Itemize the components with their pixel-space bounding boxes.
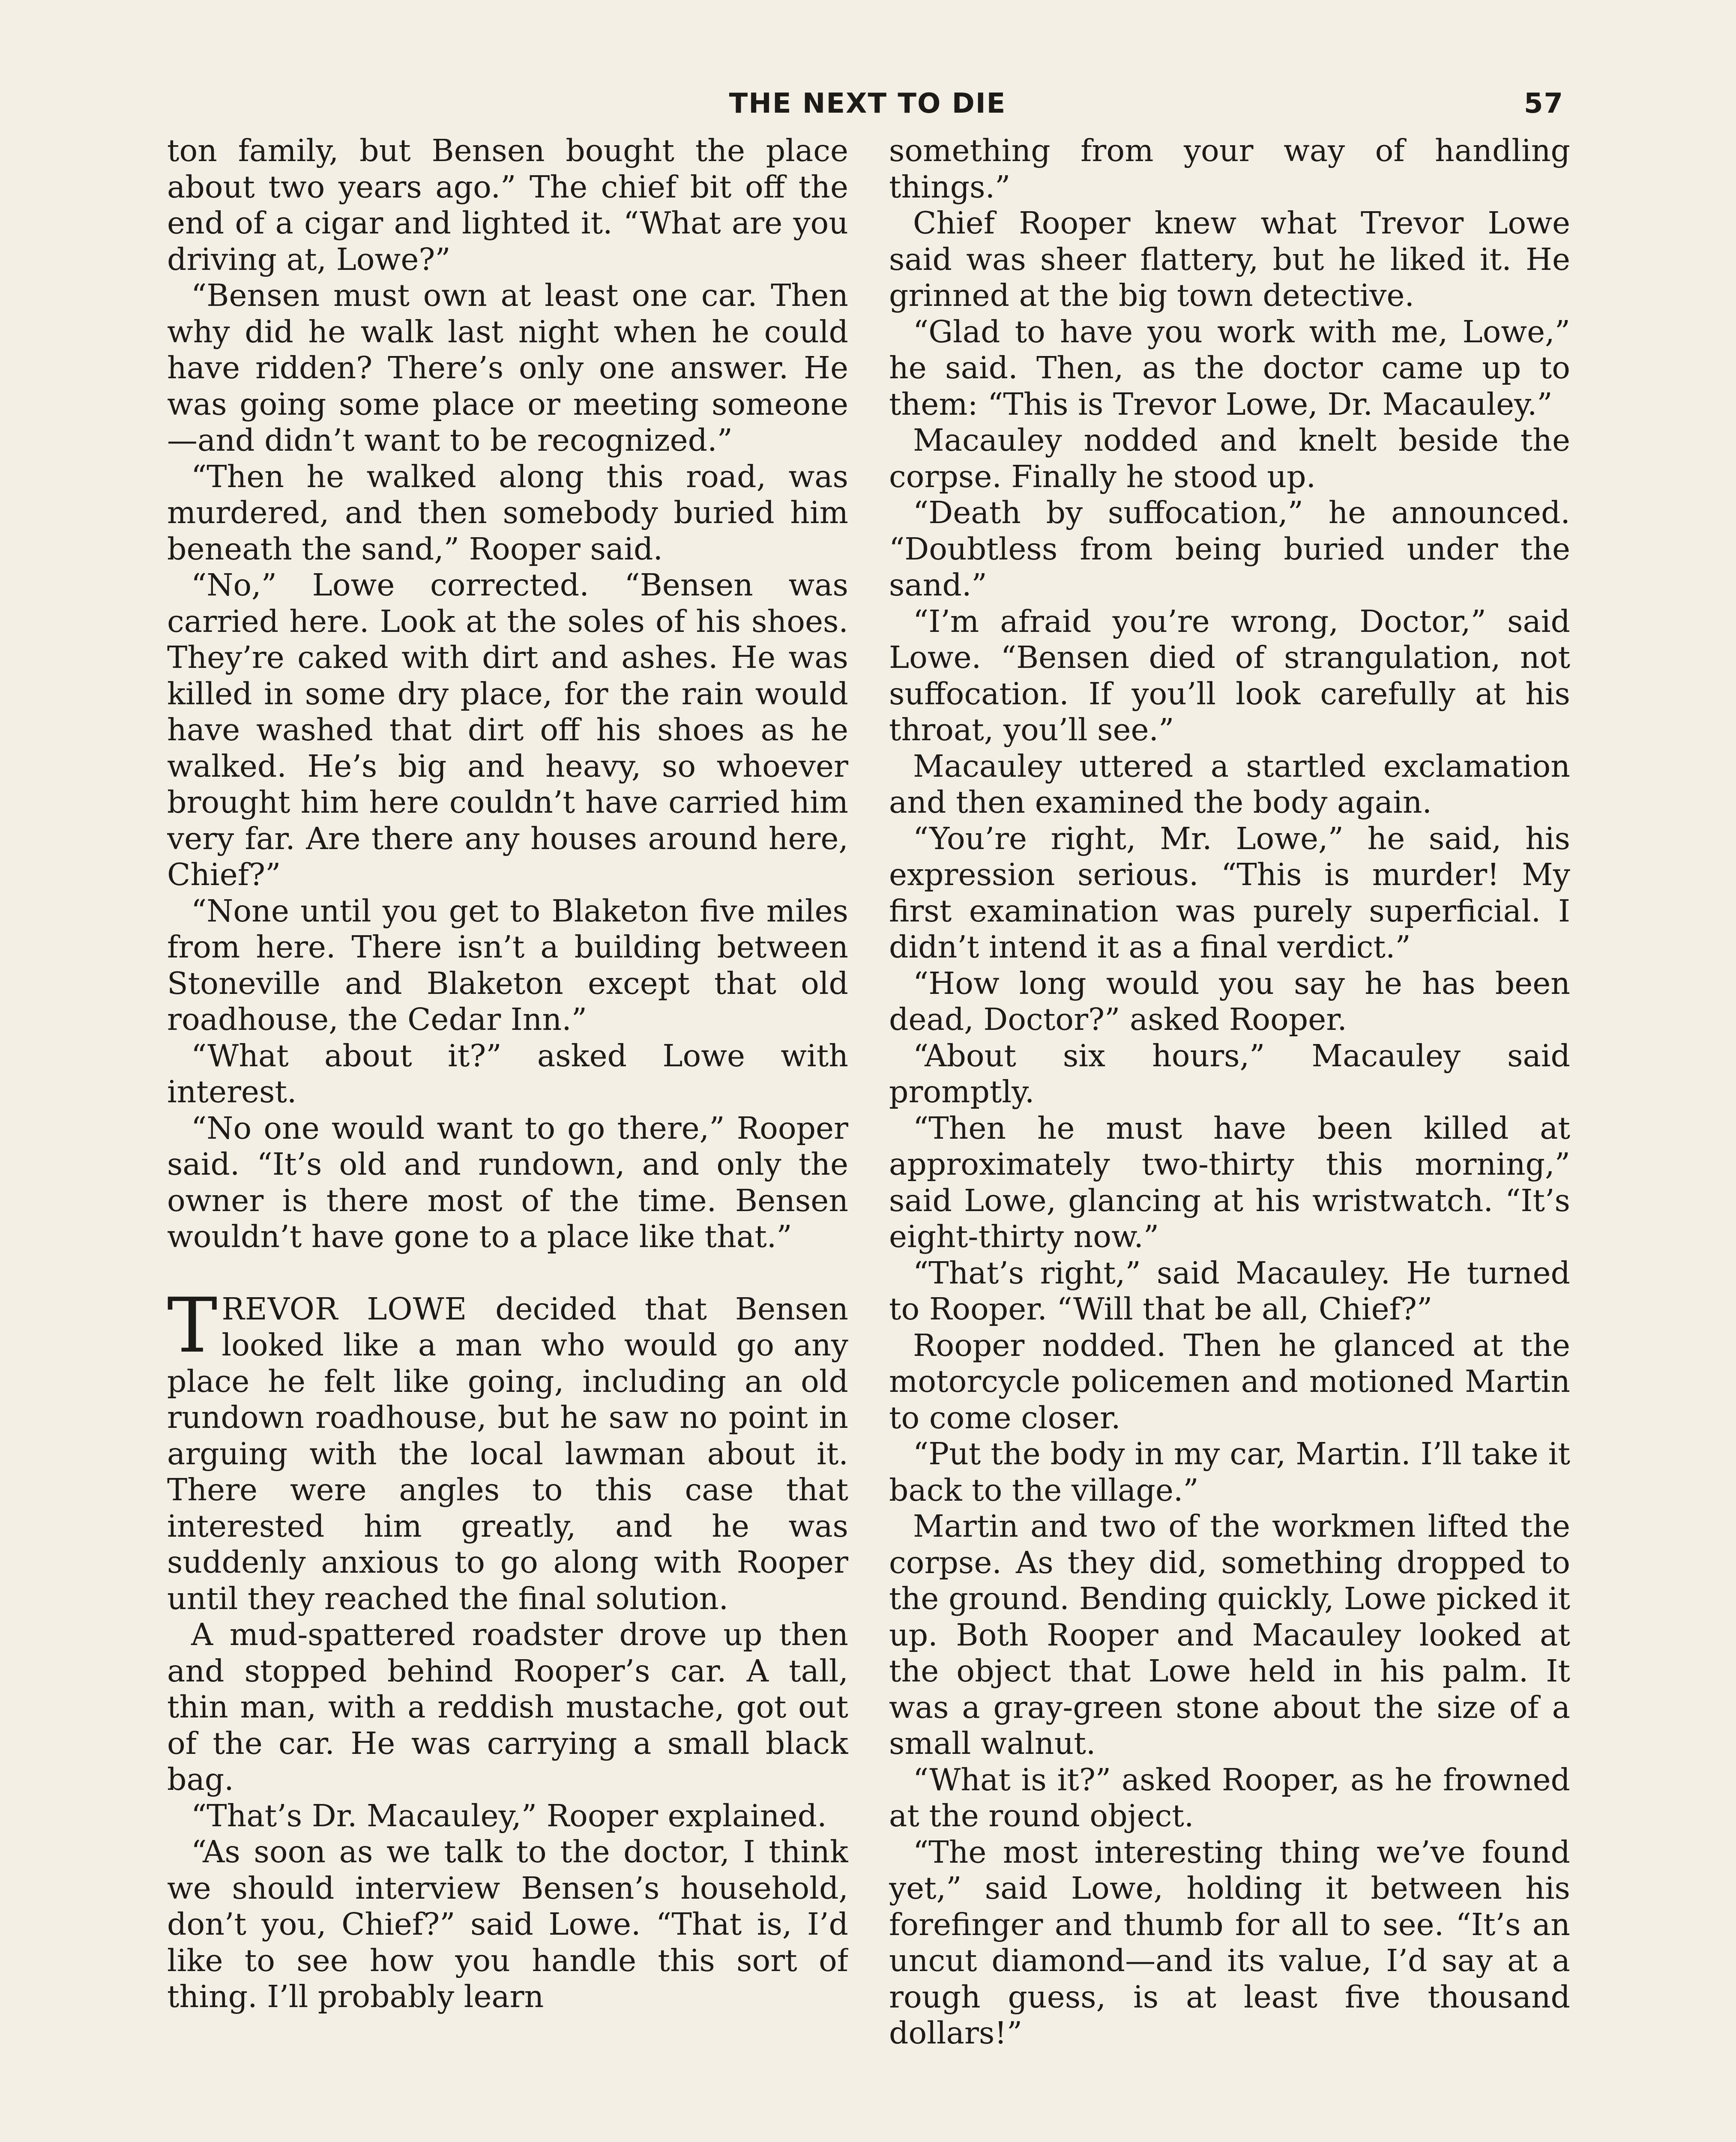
dropcap-paragraph [167,1281,848,1617]
paragraph: Rooper nodded. Then he glanced at the motorcycle policemen and motioned Martin to come closer. [889,1327,1570,1436]
paragraph: “Then he walked along this road, was murdered, and then somebody buried him beneath the sand,” Rooper said. [167,458,848,567]
paragraph: “Glad to have you work with me, Lowe,” he said. Then, as the doctor came up to them: “This is Trevor Lowe, Dr. Macauley.” [889,314,1570,422]
paragraph: “Put the body in my car, Martin. I’ll take it back to the village.” [889,1436,1570,1508]
paragraph-text: decided that Bensen looked like a man who would go any place he felt like going, including an old rundown roadhouse, but he saw no point in arguing with the local lawman about it. There were angles to this case that interested him greatly, and he was suddenly anxious to go along with Rooper until they reached the final solution. [167,1291,848,1616]
paragraph: “As soon as we talk to the doctor, I think we should interview Bensen’s household, don’t you, Chief?” said Lowe. “That is, I’d like to see how you handle this sort of thing. I’ll probably learn [167,1834,848,2014]
lead-in-text: REVOR LOWE [221,1291,467,1327]
paragraph: “You’re right, Mr. Lowe,” he said, his expression serious. “This is murder! My first examination was purely superficial. I didn’t intend it as a final verdict.” [889,820,1570,965]
paragraph: “What about it?” asked Lowe with interest. [167,1038,848,1110]
paragraph: “What is it?” asked Rooper, as he frowned at the round object. [889,1762,1570,1834]
paragraph: Chief Rooper knew what Trevor Lowe said was sheer flattery, but he liked it. He grinned at the big town detective. [889,205,1570,313]
paragraph: “The most interesting thing we’ve found yet,” said Lowe, holding it between his forefinger and thumb for all to see. “It’s an uncut diamond—and its value, I’d say at a rough guess, is at least five thousand dollars!” [889,1834,1570,2051]
paragraph: Macauley nodded and knelt beside the corpse. Finally he stood up. [889,422,1570,494]
paragraph: “Then he must have been killed at approximately two-thirty this morning,” said Lowe, glancing at his wristwatch. “It’s eight-thirty now.” [889,1110,1570,1254]
paragraph: “None until you get to Blaketon five miles from here. There isn’t a building between Stoneville and Blaketon except that old roadhouse, the Cedar Inn.” [167,893,848,1037]
paragraph: “How long would you say he has been dead, Doctor?” asked Rooper. [889,965,1570,1037]
right-column [889,133,1570,2142]
page-number: 57 [1523,88,1564,120]
paragraph: “No one would want to go there,” Rooper said. “It’s old and rundown, and only the owner is there most of the time. Bensen wouldn’t have gone to a place like that.” [167,1110,848,1254]
paragraph: “That’s Dr. Macauley,” Rooper explained. [191,1798,827,1834]
paragraph: “No,” Lowe corrected. “Bensen was carried here. Look at the soles of his shoes. They’re caked with dirt and ashes. He was killed in some dry place, for the rain would have washed that dirt off his shoes as he walked. He’s big and heavy, so whoever brought him here couldn’t have carried him very far. Are there any houses around here, Chief?” [167,567,848,892]
page-header [167,88,1568,126]
paragraph: Martin and two of the workmen lifted the corpse. As they did, something dropped to the ground. Bending quickly, Lowe picked it up. Both Rooper and Macauley looked at the object that Lowe held in his palm. It was a gray-green stone about the size of a small walnut. [889,1508,1570,1761]
paragraph: “Bensen must own at least one car. Then why did he walk last night when he could have ridden? There’s only one answer. He was going some place or meeting someone—and didn’t want to be recognized.” [167,278,848,458]
paragraph: ton family, but Bensen bought the place about two years ago.” The chief bit off the end of a cigar and lighted it. “What are you driving at, Lowe?” [167,133,848,277]
paragraph: “That’s right,” said Macauley. He turned to Rooper. “Will that be all, Chief?” [889,1255,1570,1327]
running-title: THE NEXT TO DIE [729,88,1006,120]
paragraph: Macauley uttered a startled exclamation and then examined the body again. [889,748,1570,820]
paragraph: “Death by suffocation,” he announced. “Doubtless from being buried under the sand.” [889,495,1570,603]
drop-cap: T [167,1281,218,1370]
paragraph: “I’m afraid you’re wrong, Doctor,” said Lowe. “Bensen died of strangulation, not suffocation. If you’ll look carefully at his throat, you’ll see.” [889,603,1570,748]
left-column [167,133,848,2142]
paragraph: A mud-spattered roadster drove up then and stopped behind Rooper’s car. A tall, thin man, with a reddish mustache, got out of the car. He was carrying a small black bag. [167,1617,848,1797]
paragraph: something from your way of handling things.” [889,133,1570,205]
paragraph: “About six hours,” Macauley said promptly. [889,1038,1570,1110]
section-break [167,1255,848,1291]
